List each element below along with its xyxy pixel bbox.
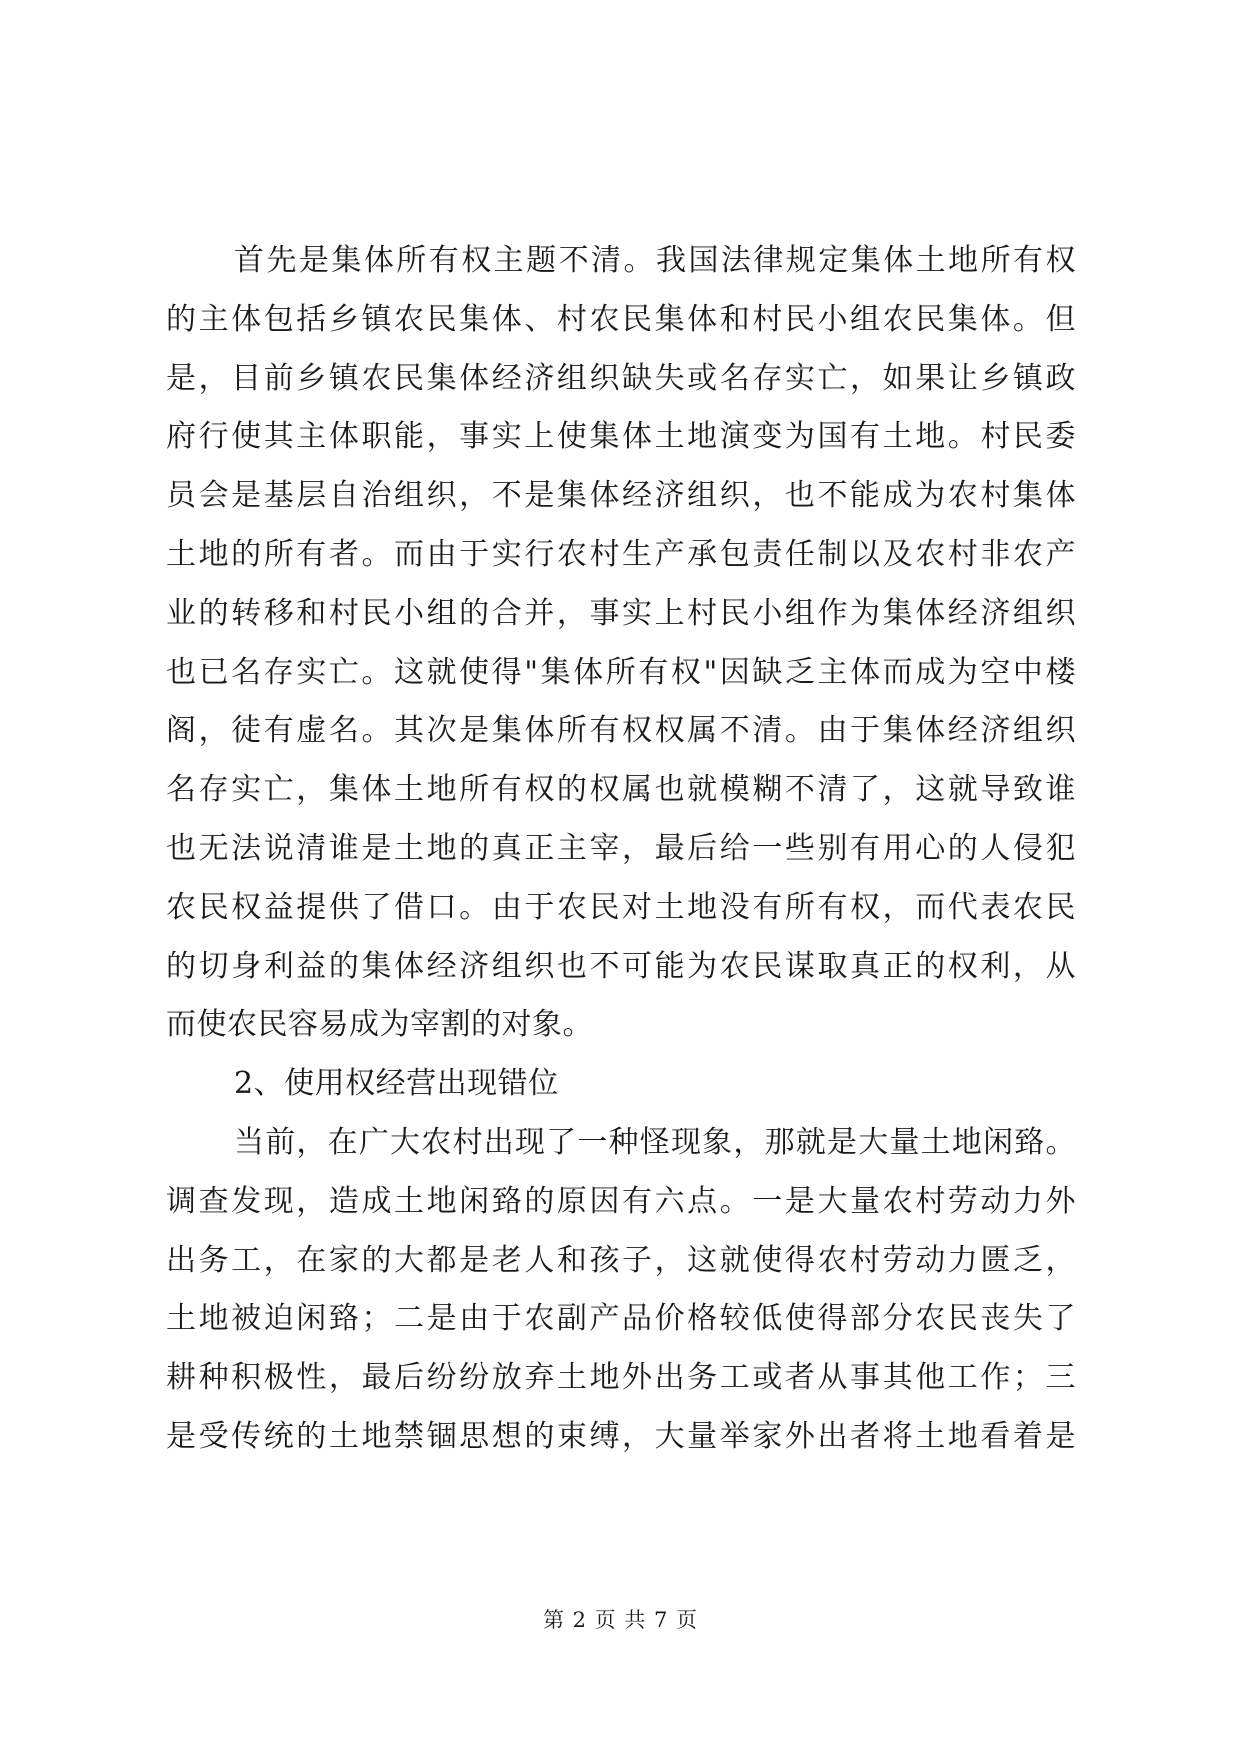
- text-line: 业的转移和村民小组的合并，事实上村民小组作为集体经济组织: [166, 595, 1076, 631]
- text-line: 员会是基层自治组织，不是集体经济组织，也不能成为农村集体: [166, 478, 1076, 514]
- text-line: 土地的所有者。而由于实行农村生产承包责任制以及农村非农产: [166, 536, 1076, 572]
- text-line: 府行使其主体职能，事实上使集体土地演变为国有土地。村民委: [166, 419, 1076, 455]
- text-line: 也已名存实亡。这就使得"集体所有权"因缺乏主体而成为空中楼: [166, 654, 1076, 690]
- text-line: 调查发现，造成土地闲臵的原因有六点。一是大量农村劳动力外: [166, 1183, 1076, 1219]
- text-line: 也无法说清谁是土地的真正主宰，最后给一些别有用心的人侵犯: [166, 830, 1076, 866]
- text-line: 出务工，在家的大都是老人和孩子，这就使得农村劳动力匮乏，: [166, 1242, 1076, 1278]
- text-line: 阁，徒有虚名。其次是集体所有权权属不清。由于集体经济组织: [166, 713, 1076, 749]
- text-line: 土地被迫闲臵；二是由于农副产品价格较低使得部分农民丧失了: [166, 1301, 1076, 1337]
- section-heading: 2、使用权经营出现错位: [234, 1066, 559, 1102]
- text-line: 耕种积极性，最后纷纷放弃土地外出务工或者从事其他工作；三: [166, 1360, 1076, 1396]
- text-line: 名存实亡，集体土地所有权的权属也就模糊不清了，这就导致谁: [166, 772, 1076, 808]
- text-line: 农民权益提供了借口。由于农民对土地没有所有权，而代表农民: [166, 889, 1076, 925]
- text-line: 的切身利益的集体经济组织也不可能为农民谋取真正的权利，从: [166, 948, 1076, 984]
- text-line: 而使农民容易成为宰割的对象。: [166, 1007, 593, 1043]
- page-number: 第 2 页 共 7 页: [542, 1608, 699, 1632]
- text-line: 是，目前乡镇农民集体经济组织缺失或名存实亡，如果让乡镇政: [166, 360, 1076, 396]
- text-line: 的主体包括乡镇农民集体、村农民集体和村民小组农民集体。但: [166, 301, 1076, 337]
- document-body: [166, 232, 1076, 1467]
- text-line: 首先是集体所有权主题不清。我国法律规定集体土地所有权: [234, 243, 1076, 278]
- text-line: 是受传统的土地禁锢思想的束缚，大量举家外出者将土地看着是: [166, 1418, 1076, 1454]
- text-line: 当前，在广大农村出现了一种怪现象，那就是大量土地闲臵。: [234, 1124, 1076, 1160]
